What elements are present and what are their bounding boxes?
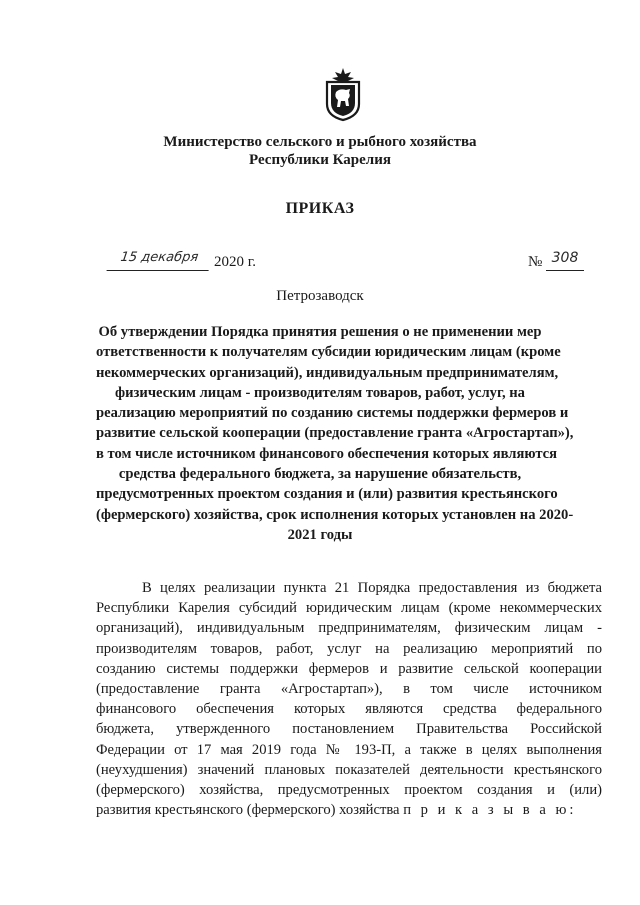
ministry-name-line1: Министерство сельского и рыбного хозяйства [163, 134, 477, 150]
order-body [96, 578, 602, 820]
body-line: (предоставление гранта «Агростартап»), в том числе источником [96, 680, 602, 697]
body-line: (фермерского) хозяйства, предусмотренных проектом создания и (или) [96, 781, 602, 798]
subject-line: ответственности к получателям субсидии юридическим лицам (кроме [96, 344, 561, 361]
body-line: В целях реализации пункта 21 Порядка предоставления из бюджета [142, 580, 602, 596]
subject-line: некоммерческих организаций), индивидуальным предпринимателям, [96, 364, 559, 381]
subject-line: реализацию мероприятий по созданию системы поддержки фермеров и [96, 405, 569, 422]
number-sign: № [528, 254, 543, 270]
handwritten-number: 308 [546, 250, 584, 271]
order-subject [96, 322, 574, 545]
subject-line: в том числе источником финансового обеспечения которых являются [96, 445, 558, 462]
subject-line: средства федерального бюджета, за нарушение обязательств, [118, 466, 522, 483]
subject-line: 2021 годы [287, 526, 353, 543]
body-line: производителям товаров, работ, услуг на реализацию мероприятий по [96, 640, 602, 657]
body-last-line [96, 800, 602, 820]
body-line: организаций), индивидуальным предпринимателям, физическим лицам - [96, 620, 602, 637]
subject-line: (фермерского) хозяйства, срок исполнения которых установлен на 2020- [96, 506, 574, 523]
subject-line: физическим лицам - производителям товаров, работ, услуг, на [115, 384, 525, 401]
body-line: бюджета, утвержденного постановлением Правительства Российской [96, 721, 602, 738]
body-line: созданию системы поддержки фермеров и развитие сельской кооперации [96, 660, 602, 677]
order-decree-word: п р и к а з ы в а ю: [403, 802, 577, 819]
body-line: развития крестьянского (фермерского) хозяйства [96, 802, 400, 819]
subject-line: предусмотренных проектом создания и (или) развития крестьянского [96, 486, 558, 503]
body-line: Федерации от 17 мая 2019 года № 193-П, а также в целях выполнения [96, 741, 602, 758]
handwritten-date: 15 декабря [107, 250, 212, 271]
order-date [104, 250, 304, 276]
city: Петрозаводск [276, 288, 364, 304]
subject-line: развитие сельской кооперации (предоставление гранта «Агростартап»), [96, 425, 574, 442]
ministry-name-line2: Республики Карелия [249, 152, 391, 168]
order-number [528, 250, 598, 276]
body-line: финансового обеспечения которых являются средства федерального [96, 701, 602, 718]
subject-line: Об утверждении Порядка принятия решения о не применении мер [98, 324, 542, 340]
order-year: 2020 г. [214, 254, 256, 270]
body-line: (неухудшения) значений плановых показателей деятельности крестьянского [96, 761, 602, 778]
body-line: Республики Карелия субсидий юридическим лицам (кроме некоммерческих [96, 600, 602, 617]
coat-of-arms-karelia-icon [322, 66, 364, 122]
order-title: ПРИКАЗ [285, 200, 355, 217]
